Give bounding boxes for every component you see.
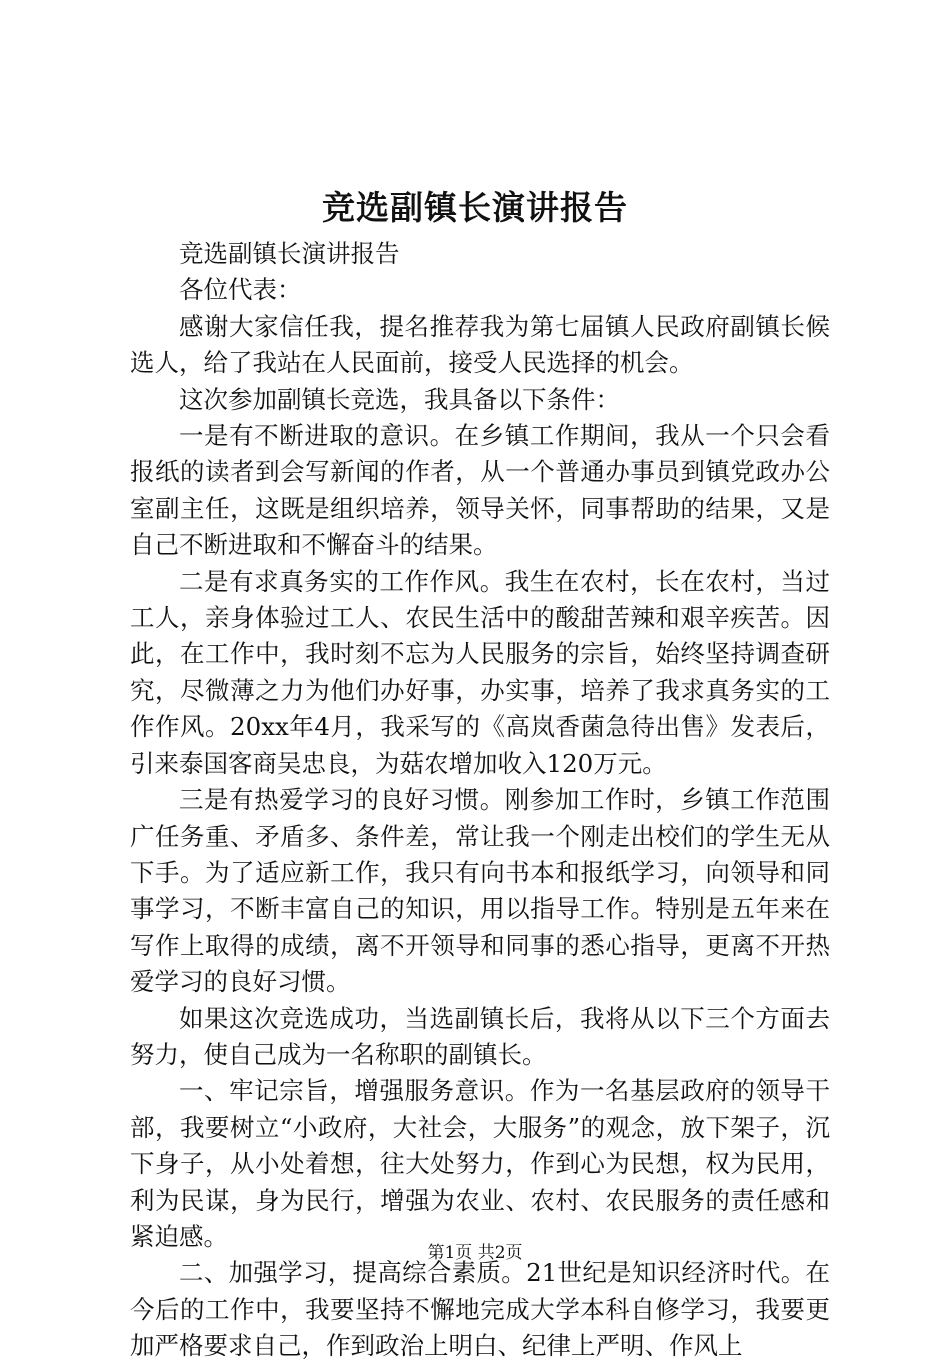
paragraph-condition-3: 三是有热爱学习的良好习惯。刚参加工作时，乡镇工作范围广任务重、矛盾多、条件差，常让我一个刚走出校们的学生无从下手。为了适应新工作，我只有向书本和报纸学习，向领导和同事学习，不断丰富自己的知识，用以指导工作。特别是五年来在写作上取得的成绩，离不开领导和同事的悉心指导，更离不开热爱学习的良好习惯。 xyxy=(130,785,830,997)
paragraph-plan-1: 一、牢记宗旨，增强服务意识。作为一名基层政府的领导干部，我要树立“小政府，大社会，大服务”的观念，放下架子，沉下身子，从小处着想，往大处努力，作到心为民想，权为民用，利为民谋，身为民行，增强为农业、农村、农民服务的责任感和紧迫感。 xyxy=(130,1076,830,1251)
paragraph-salutation: 各位代表： xyxy=(179,275,302,305)
page-footer: 第1页 共2页 xyxy=(427,1243,523,1263)
paragraph-condition-2: 二是有求真务实的工作作风。我生在农村，长在农村，当过工人，亲身体验过工人、农民生活中的酸甜苦辣和艰辛疾苦。因此，在工作中，我时刻不忘为人民服务的宗旨，始终坚持调查研究，尽微薄之力为他们办好事，办实事，培养了我求真务实的工作作风。20xx年4月，我采写的《高岚香菌急待出售》发表后，引来泰国客商吴忠良，为菇农增加收入120万元。 xyxy=(130,566,830,778)
document-title: 竞选副镇长演讲报告 xyxy=(322,188,628,227)
paragraph-condition-1: 一是有不断进取的意识。在乡镇工作期间，我从一个只会看报纸的读者到会写新闻的作者，从一个普通办事员到镇党政办公室副主任，这既是组织培养，领导关怀，同事帮助的结果，又是自己不断进取和不懈奋斗的结果。 xyxy=(130,421,830,560)
paragraph-subtitle: 竞选副镇长演讲报告 xyxy=(179,239,400,268)
paragraph-conditions-intro: 这次参加副镇长竞选，我具备以下条件： xyxy=(179,384,620,414)
paragraph-thanks: 感谢大家信任我，提名推荐我为第七届镇人民政府副镇长候选人，给了我站在人民面前，接受人民选择的机会。 xyxy=(130,311,830,378)
paragraph-plans-intro: 如果这次竞选成功，当选副镇长后，我将从以下三个方面去努力，使自己成为一名称职的副镇长。 xyxy=(130,1003,830,1069)
paragraph-plan-2: 二、加强学习，提高综合素质。21世纪是知识经济时代。在今后的工作中，我要坚持不懈地完成大学本科自修学习，我要更加严格要求自己，作到政治上明白、纪律上严明、作风上 xyxy=(130,1258,830,1361)
document-body xyxy=(130,236,830,1365)
